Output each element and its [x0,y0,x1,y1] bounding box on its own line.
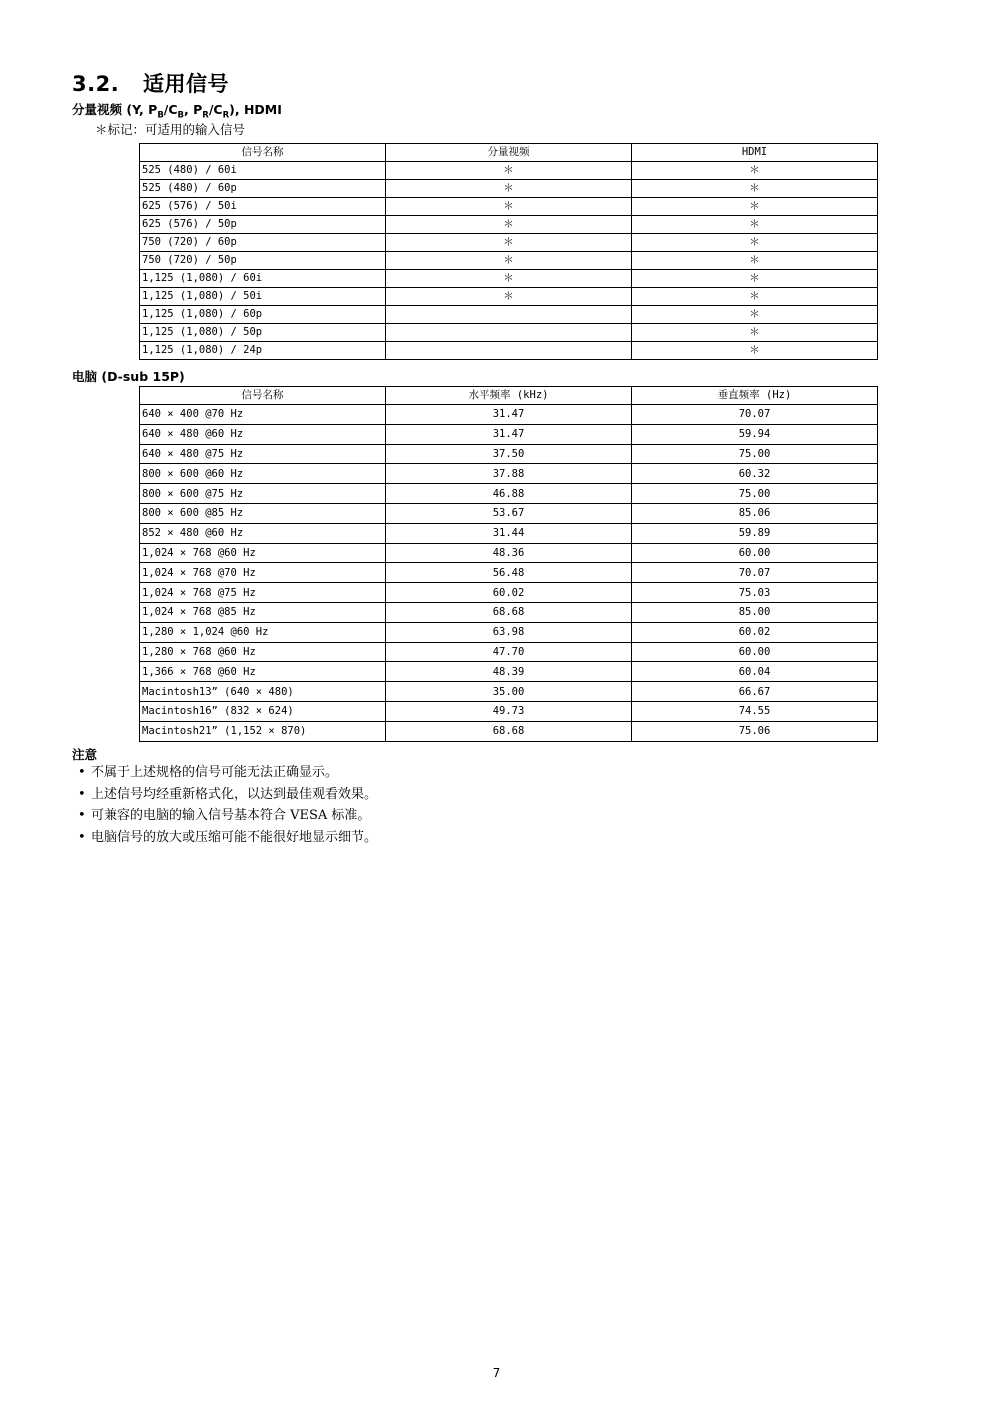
value-cell: ＊ [632,306,878,324]
pc-heading: 电脑 (D-sub 15P) [72,369,185,384]
signal-name-cell: Macintosh21” (1,152 × 870) [140,721,386,741]
value-cell: 75.03 [632,583,878,603]
value-cell: 31.44 [386,523,632,543]
signal-name-cell: 1,125 (1,080) / 60i [140,270,386,288]
value-cell: ＊ [386,234,632,252]
table-row [140,622,878,642]
table-row [140,523,878,543]
note-text: 可兼容的电脑的输入信号基本符合 VESA 标准。 [91,808,371,824]
signal-name-cell: 800 × 600 @75 Hz [140,484,386,504]
signal-name-cell: Macintosh16” (832 × 624) [140,701,386,721]
signal-name-cell: 1,125 (1,080) / 24p [140,342,386,360]
value-cell: 63.98 [386,622,632,642]
table-row [140,162,878,180]
note-text: 电脑信号的放大或压缩可能不能很好地显示细节。 [91,830,378,846]
value-cell: ＊ [632,252,878,270]
value-cell: 31.47 [386,405,632,425]
signal-name-cell: 750 (720) / 60p [140,234,386,252]
table-row [140,270,878,288]
table-header-row [140,144,878,162]
component-heading: 分量视频 (Y, $P_B/C_B$, $P_R/C_R$), HDMI [72,102,282,121]
value-cell: 37.88 [386,464,632,484]
table-row [140,198,878,216]
table-row [140,180,878,198]
value-cell: 75.00 [632,444,878,464]
value-cell: 53.67 [386,503,632,523]
column-header: HDMI [632,144,878,162]
value-cell: ＊ [632,216,878,234]
table-header-row [140,387,878,405]
column-header: 信号名称 [140,144,386,162]
signal-name-cell: 800 × 600 @85 Hz [140,503,386,523]
note-text: 上述信号均经重新格式化，以达到最佳观看效果。 [91,786,378,802]
value-cell: 70.07 [632,563,878,583]
page-number: 7 [492,1366,501,1380]
table-row [140,563,878,583]
table-row [140,234,878,252]
note-item [78,762,377,784]
value-cell: ＊ [632,162,878,180]
table-row [140,324,878,342]
value-cell: 60.02 [386,583,632,603]
value-cell: 75.06 [632,721,878,741]
bullet-icon: • [78,786,86,802]
signal-name-cell: 640 × 480 @75 Hz [140,444,386,464]
table-row [140,464,878,484]
value-cell: 70.07 [632,405,878,425]
notes-heading: 注意 [72,747,98,762]
column-header: 分量视频 [386,144,632,162]
value-cell: ＊ [632,288,878,306]
value-cell [386,342,632,360]
value-cell: 74.55 [632,701,878,721]
signal-name-cell: 640 × 480 @60 Hz [140,424,386,444]
value-cell: ＊ [386,288,632,306]
value-cell: 46.88 [386,484,632,504]
signal-name-cell: 1,024 × 768 @85 Hz [140,602,386,622]
table-row [140,342,878,360]
component-signal-table [139,143,878,360]
table-row [140,288,878,306]
value-cell: ＊ [386,162,632,180]
value-cell: ＊ [632,324,878,342]
note-item [78,784,377,806]
table-row [140,583,878,603]
section-title [72,68,229,98]
value-cell: 60.04 [632,662,878,682]
signal-name-cell: 750 (720) / 50p [140,252,386,270]
note-item [78,805,377,827]
signal-name-cell: 1,366 × 768 @60 Hz [140,662,386,682]
table-row [140,662,878,682]
value-cell: 49.73 [386,701,632,721]
table-row [140,642,878,662]
bullet-icon: • [78,765,86,780]
value-cell: 48.36 [386,543,632,563]
signal-name-cell: 800 × 600 @60 Hz [140,464,386,484]
value-cell: 68.68 [386,721,632,741]
value-cell: ＊ [386,198,632,216]
value-cell: ＊ [632,198,878,216]
signal-name-cell: 640 × 400 @70 Hz [140,405,386,425]
signal-name-cell: 852 × 480 @60 Hz [140,523,386,543]
signal-name-cell: 1,280 × 768 @60 Hz [140,642,386,662]
table-row [140,721,878,741]
value-cell: 59.89 [632,523,878,543]
table-row [140,701,878,721]
value-cell: ＊ [632,180,878,198]
table-row [140,602,878,622]
value-cell: ＊ [386,270,632,288]
value-cell: 68.68 [386,602,632,622]
signal-name-cell: 1,280 × 1,024 @60 Hz [140,622,386,642]
value-cell [386,306,632,324]
table-row [140,543,878,563]
table-row [140,306,878,324]
value-cell: 37.50 [386,444,632,464]
table-row [140,405,878,425]
value-cell [386,324,632,342]
table-row [140,444,878,464]
value-cell: 75.00 [632,484,878,504]
value-cell: ＊ [632,270,878,288]
value-cell: ＊ [632,342,878,360]
value-cell: 60.00 [632,642,878,662]
value-cell: 56.48 [386,563,632,583]
value-cell: 60.32 [632,464,878,484]
value-cell: ＊ [386,216,632,234]
signal-name-cell: 1,024 × 768 @70 Hz [140,563,386,583]
signal-name-cell: 1,125 (1,080) / 50i [140,288,386,306]
signal-name-cell: 625 (576) / 50p [140,216,386,234]
value-cell: ＊ [632,234,878,252]
mark-note: ＊标记：可适用的输入信号 [95,122,246,137]
value-cell: 85.06 [632,503,878,523]
value-cell: 47.70 [386,642,632,662]
note-item [78,827,377,849]
value-cell: 48.39 [386,662,632,682]
signal-name-cell: 625 (576) / 50i [140,198,386,216]
value-cell: ＊ [386,180,632,198]
signal-name-cell: 1,024 × 768 @75 Hz [140,583,386,603]
column-header: 水平频率 (kHz) [386,387,632,405]
section-title-text: 适用信号 [143,72,229,96]
value-cell: 59.94 [632,424,878,444]
signal-name-cell: 1,125 (1,080) / 60p [140,306,386,324]
signal-name-cell: Macintosh13” (640 × 480) [140,682,386,702]
table-row [140,484,878,504]
signal-name-cell: 525 (480) / 60p [140,180,386,198]
table-row [140,682,878,702]
column-header: 垂直频率 (Hz) [632,387,878,405]
signal-name-cell: 525 (480) / 60i [140,162,386,180]
signal-name-cell: 1,125 (1,080) / 50p [140,324,386,342]
value-cell: 31.47 [386,424,632,444]
value-cell: 85.00 [632,602,878,622]
value-cell: 66.67 [632,682,878,702]
table-row [140,424,878,444]
note-text: 不属于上述规格的信号可能无法正确显示。 [91,765,339,780]
table-row [140,503,878,523]
section-number: 3.2. [72,72,120,96]
value-cell: ＊ [386,252,632,270]
bullet-icon: • [78,808,86,824]
table-row [140,252,878,270]
bullet-icon: • [78,830,86,846]
table-row [140,216,878,234]
column-header: 信号名称 [140,387,386,405]
value-cell: 60.00 [632,543,878,563]
signal-name-cell: 1,024 × 768 @60 Hz [140,543,386,563]
pc-signal-table [139,386,878,742]
value-cell: 35.00 [386,682,632,702]
notes-list [78,762,377,849]
value-cell: 60.02 [632,622,878,642]
